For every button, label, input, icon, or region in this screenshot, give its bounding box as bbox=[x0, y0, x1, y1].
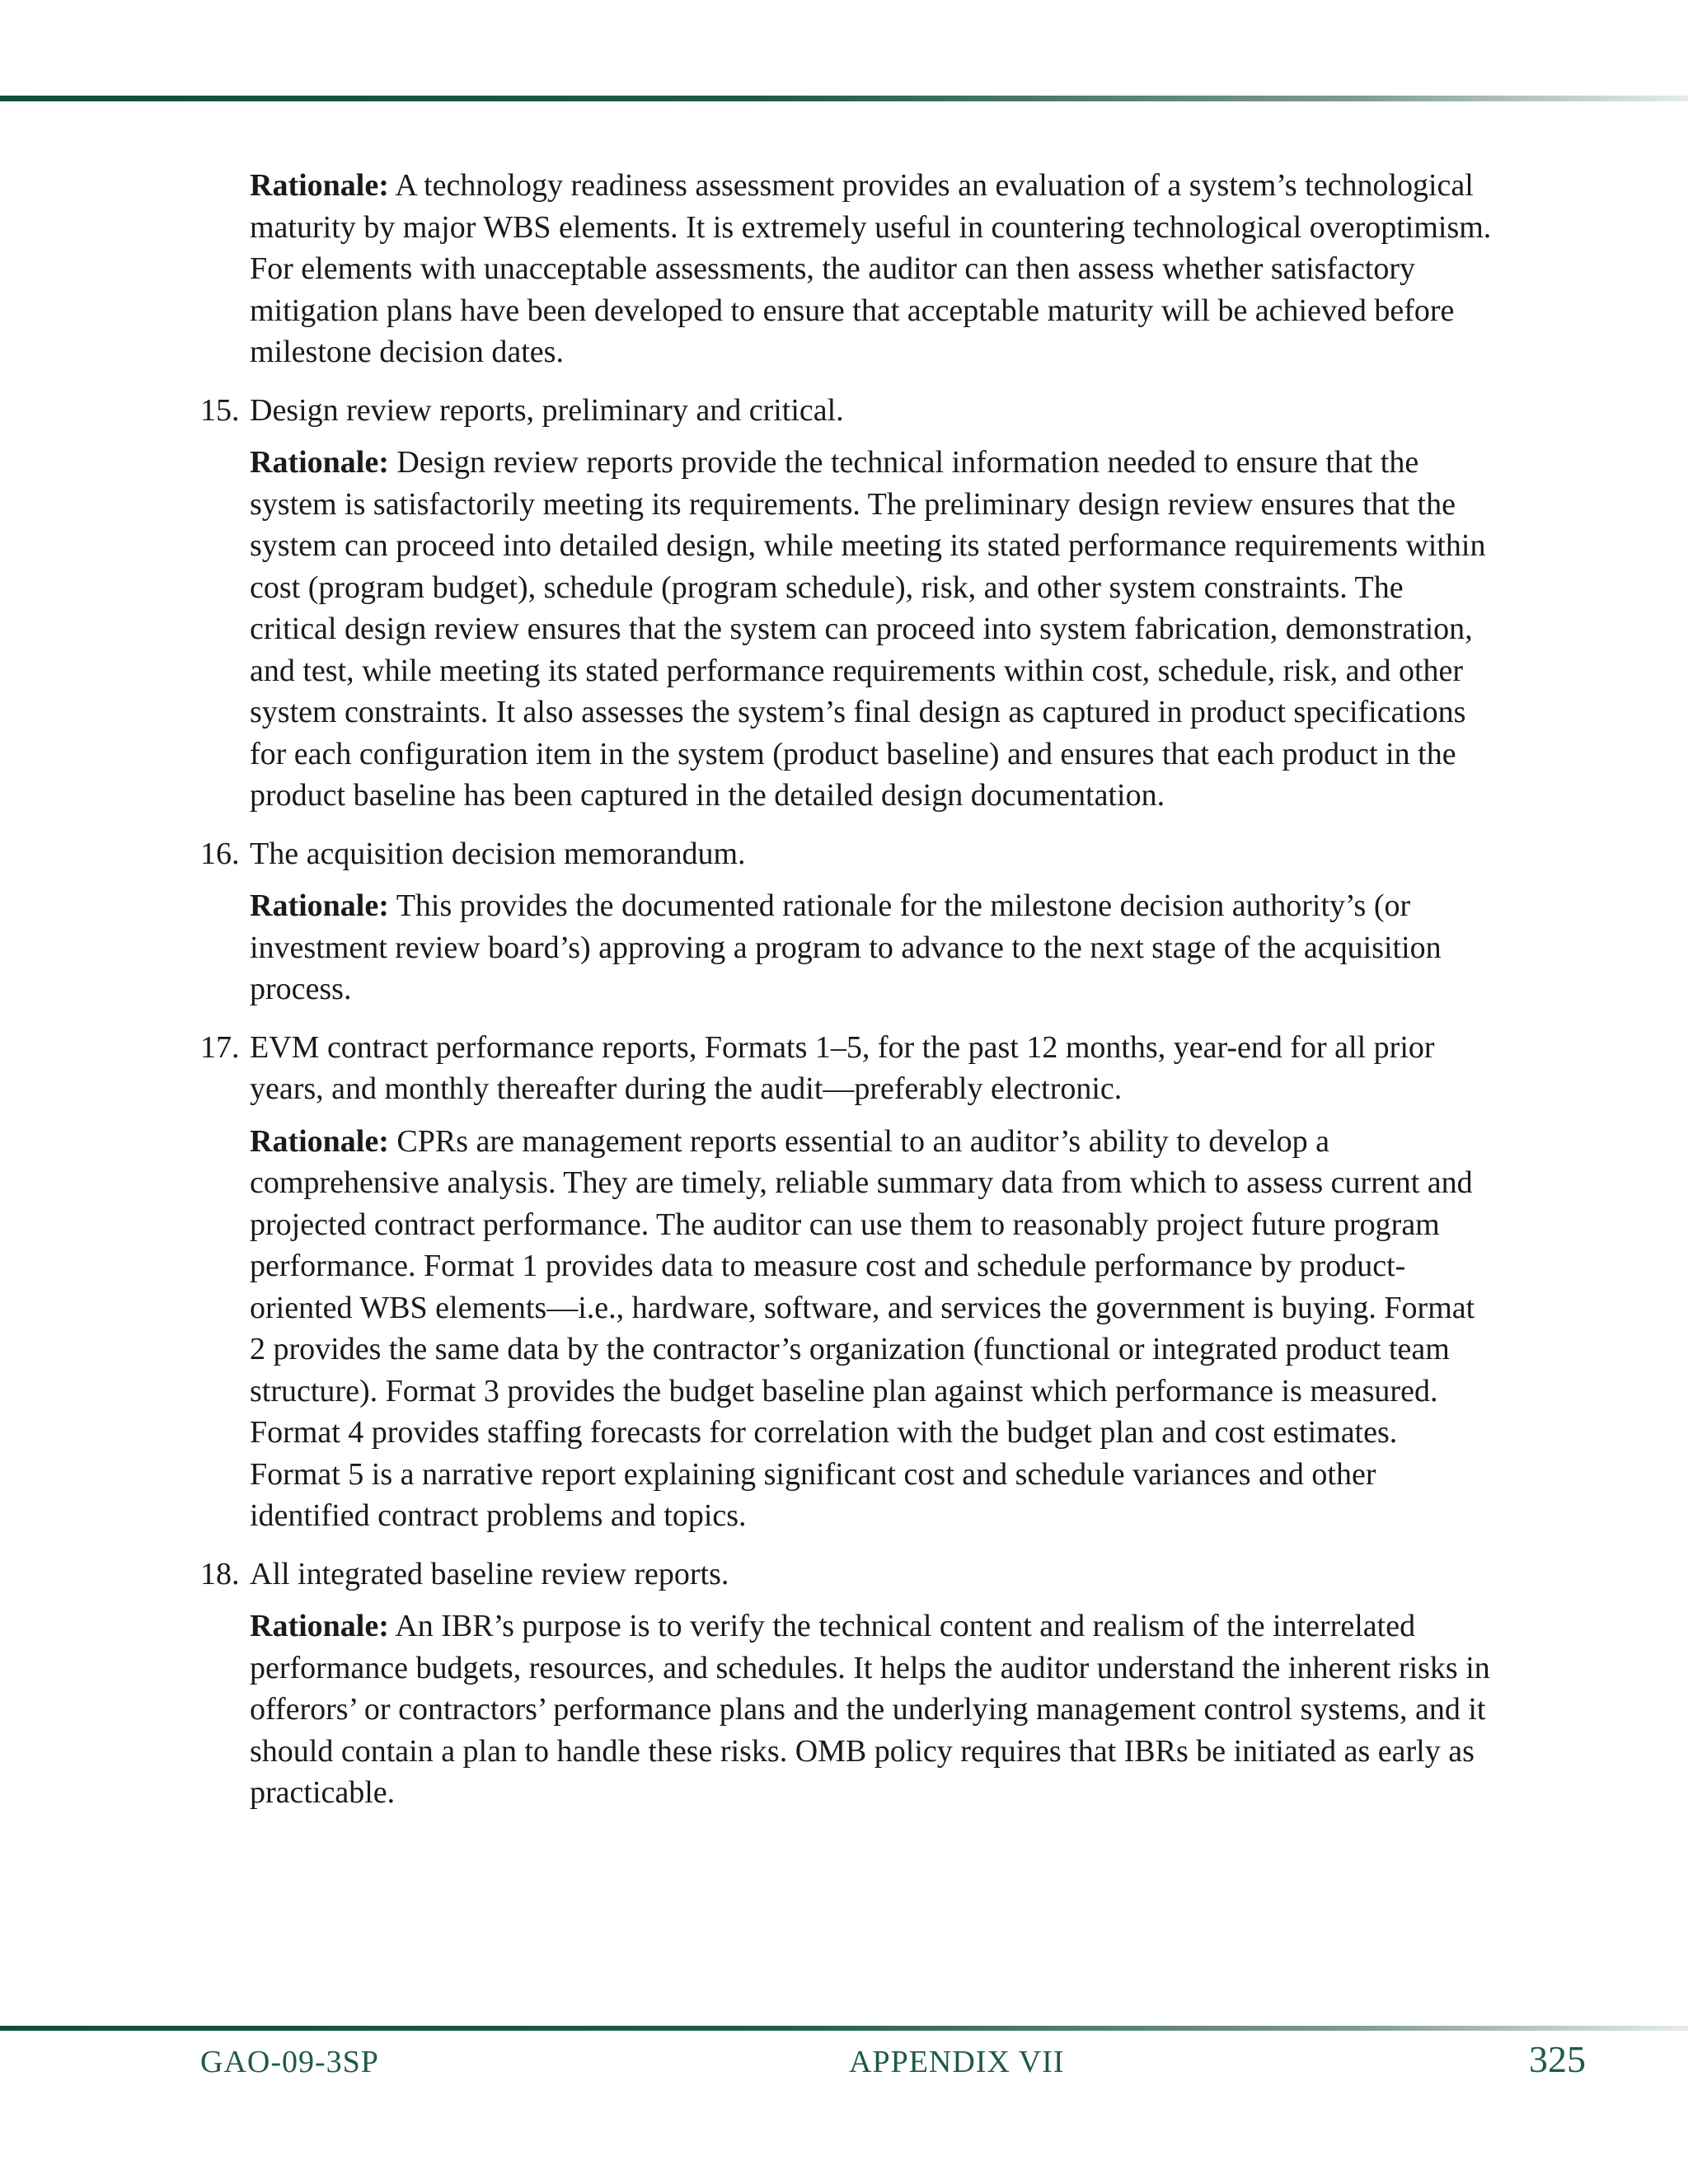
item-number: 17. bbox=[200, 1029, 240, 1065]
rationale-block-15 bbox=[250, 442, 1494, 817]
rationale-block-intro bbox=[250, 165, 1494, 373]
header-rule bbox=[0, 96, 1688, 101]
item-number: 16. bbox=[200, 836, 240, 871]
rationale-label: Rationale: bbox=[250, 1609, 389, 1643]
item-number: 18. bbox=[200, 1556, 240, 1591]
list-item-17 bbox=[200, 1027, 1494, 1110]
page-footer bbox=[0, 2034, 1688, 2083]
rationale-text: An IBR’s purpose is to verify the technical content and realism of the interrelated performance budgets, resources, and schedules. It helps the auditor understand the inherent risks in offerors’ or contractors’ performance plans and the underlying management control systems, and it should contain a plan to handle these risks. OMB policy requires that IBRs be initiated as early as practicable. bbox=[250, 1609, 1490, 1810]
section-label: APPENDIX VII bbox=[849, 2045, 1065, 2079]
rationale-label: Rationale: bbox=[250, 445, 389, 480]
page-content bbox=[200, 165, 1494, 1830]
rationale-text: CPRs are management reports essential to an auditor’s ability to develop a comprehensive analysis. They are timely, reliable summary data from which to assess current and projected contract performance. The auditor can use them to reasonably project future program performance. Format 1 provides data to measure cost and schedule performance by product-oriented WBS elements—i.e., hardware, software, and services the government is buying. Format 2 provides the same data by the contractor’s organization (functional or integrated product team structure). Format 3 provides the budget baseline plan against which performance is measured. Format 4 provides staffing forecasts for correlation with the budget plan and cost estimates. Format 5 is a narrative report explaining significant cost and schedule variances and other identified contract problems and topics. bbox=[250, 1123, 1475, 1533]
rationale-text: This provides the documented rationale for the milestone decision authority’s (or investment review board’s) approving a program to advance to the next stage of the acquisition process. bbox=[250, 888, 1442, 1006]
item-number: 15. bbox=[200, 392, 240, 428]
list-item-18 bbox=[200, 1554, 1494, 1596]
item-title: All integrated baseline review reports. bbox=[250, 1556, 729, 1591]
rationale-label: Rationale: bbox=[250, 168, 389, 203]
rationale-text: Design review reports provide the technical information needed to ensure that the system is satisfactorily meeting its requirements. The preliminary design review ensures that the system can proceed into detailed design, while meeting its stated performance requirements within cost (program budget), schedule (program schedule), risk, and other system constraints. The critical design review ensures that the system can proceed into system fabrication, demonstration, and test, while meeting its stated performance requirements within cost, schedule, risk, and other system constraints. It also assesses the system’s final design as captured in product specifications for each configuration item in the system (product baseline) and ensures that each product in the product baseline has been captured in the detailed design documentation. bbox=[250, 445, 1486, 813]
rationale-label: Rationale: bbox=[250, 1123, 389, 1159]
rationale-block-17 bbox=[250, 1121, 1494, 1537]
report-number: GAO-09-3SP bbox=[200, 2045, 379, 2079]
rationale-label: Rationale: bbox=[250, 888, 389, 923]
item-title: The acquisition decision memorandum. bbox=[250, 836, 746, 871]
rationale-block-18 bbox=[250, 1605, 1494, 1814]
item-title: EVM contract performance reports, Formats 1–5, for the past 12 months, year-end for all prior years, and monthly thereafter during the audit—preferably electronic. bbox=[250, 1029, 1435, 1106]
list-item-16 bbox=[200, 833, 1494, 875]
page-number: 325 bbox=[1529, 2038, 1586, 2080]
item-title: Design review reports, preliminary and critical. bbox=[250, 392, 844, 428]
list-item-15 bbox=[200, 390, 1494, 432]
footer-rule bbox=[0, 2026, 1688, 2031]
rationale-block-16 bbox=[250, 885, 1494, 1010]
rationale-text: A technology readiness assessment provides an evaluation of a system’s technological maturity by major WBS elements. It is extremely useful in countering technological overoptimism. For elements with unacceptable assessments, the auditor can then assess whether satisfactory mitigation plans have been developed to ensure that acceptable maturity will be achieved before milestone decision dates. bbox=[250, 168, 1492, 369]
